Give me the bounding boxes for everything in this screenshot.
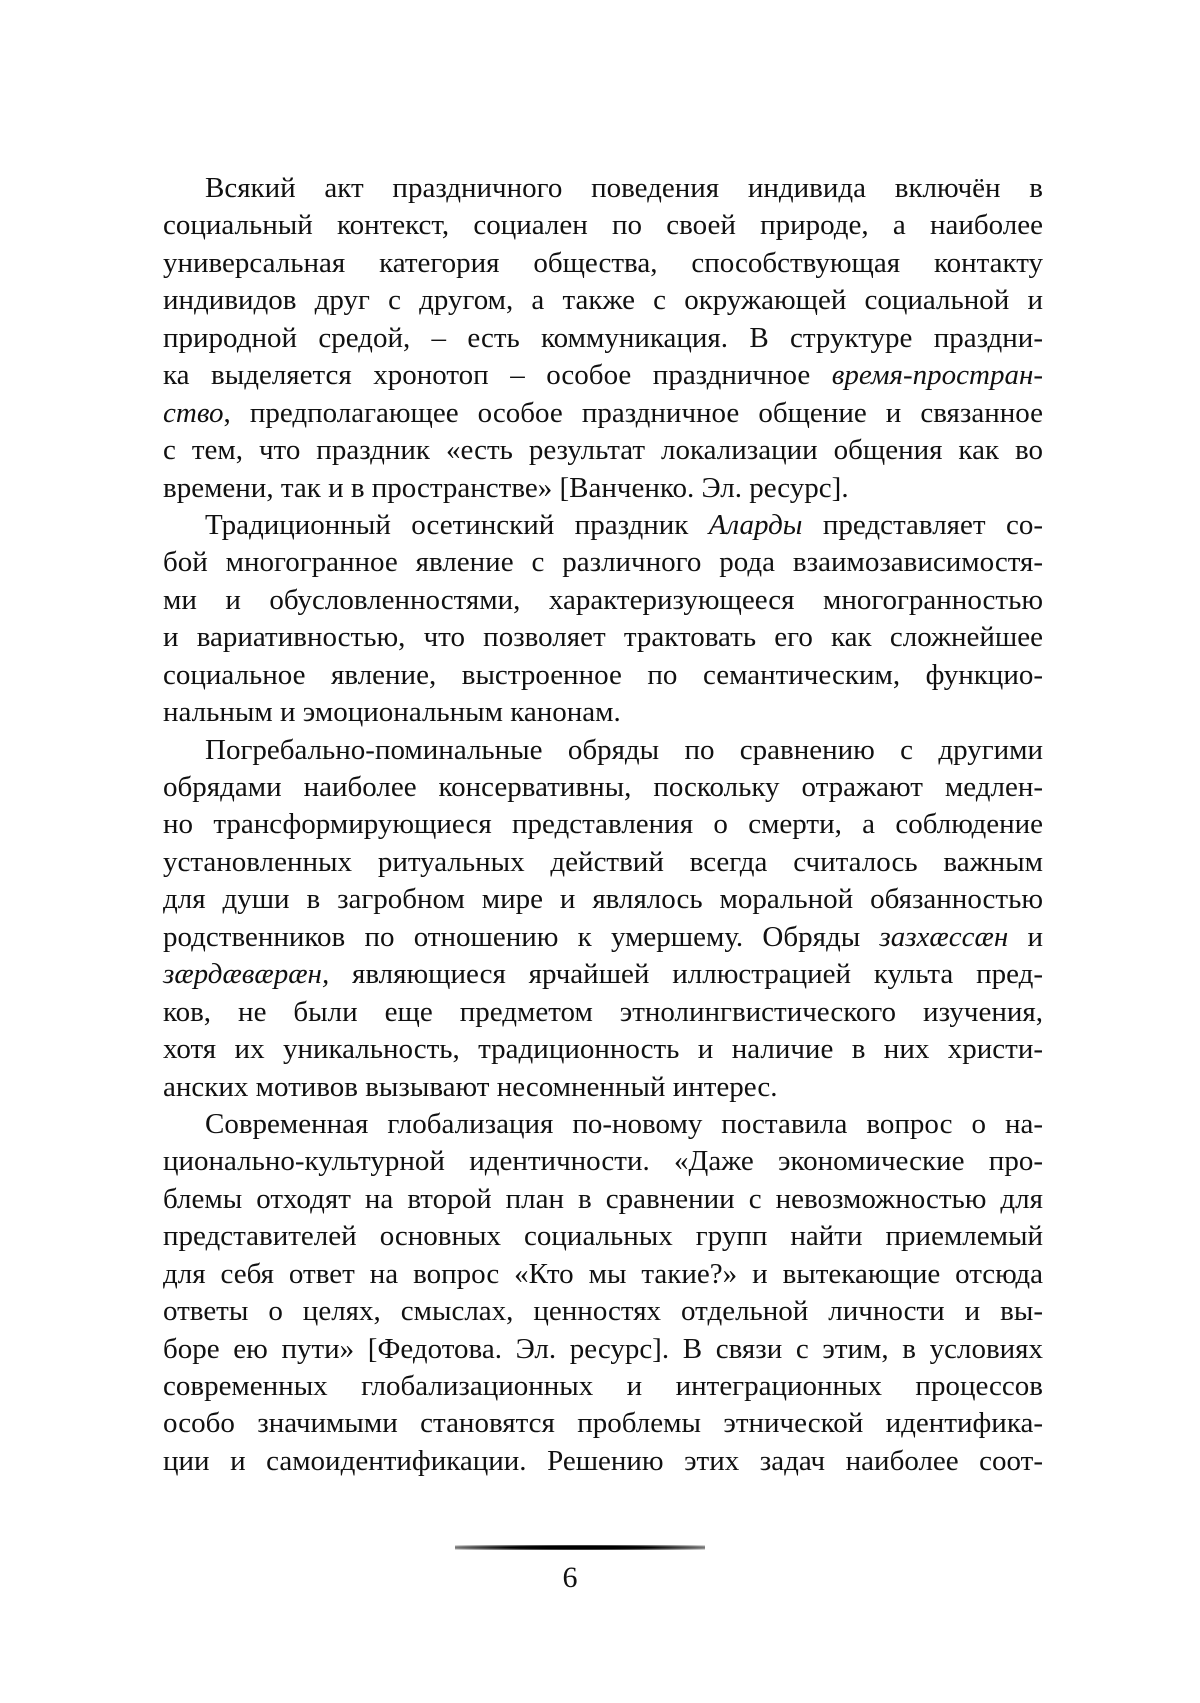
paragraph	[163, 1106, 1043, 1480]
text-line	[163, 170, 1043, 207]
text-segment: социальное явление, выстроенное по семантическим, функцио-	[163, 658, 1043, 691]
text-line	[163, 1143, 1043, 1180]
text-segment: особо значимыми становятся проблемы этнической идентифика-	[163, 1407, 1043, 1440]
text-segment: для себя ответ на вопрос «Кто мы такие?» и вытекающие отсюда	[163, 1257, 1043, 1290]
text-segment: но трансформирующиеся представления о смерти, а соблюдение	[163, 808, 1043, 841]
text-segment: ционально-культурной идентичности. «Даже экономические про-	[163, 1145, 1043, 1178]
text-segment: родственников по отношению к умершему. Обряды	[163, 920, 880, 953]
text-line	[163, 282, 1043, 319]
text-segment: боре ею пути» [Федотова. Эл. ресурс]. В связи с этим, в условиях	[163, 1332, 1043, 1365]
text-segment: Погребально-поминальные обряды по сравнению с другими	[205, 733, 1043, 766]
text-segment: ми и обусловленностями, характеризующееся многогранностью	[163, 583, 1043, 616]
text-segment: ции и самоидентификации. Решению этих задач наиболее соот-	[163, 1444, 1043, 1477]
text-segment: социальный контекст, социален по своей природе, а наиболее	[163, 209, 1043, 242]
text-line	[163, 956, 1043, 993]
paragraph	[163, 170, 1043, 507]
italic-term: время-простран-	[831, 359, 1043, 392]
text-line	[163, 357, 1043, 394]
italic-term: зæрдæвæрæн,	[163, 958, 330, 991]
text-segment: Всякий акт праздничного поведения индивида включён в	[205, 172, 1043, 204]
text-line	[163, 732, 1043, 769]
text-line	[163, 432, 1043, 469]
text-line	[163, 1293, 1043, 1330]
text-line	[163, 320, 1043, 357]
paragraph	[163, 732, 1043, 1106]
text-line	[163, 1218, 1043, 1255]
text-segment: природной средой, – есть коммуникация. В структуре праздни-	[163, 321, 1043, 354]
text-segment: бой многогранное явление с различного рода взаимозависимостя-	[163, 546, 1043, 579]
text-line	[163, 1106, 1043, 1143]
page-number: 6	[562, 1561, 578, 1594]
text-line	[163, 1031, 1043, 1068]
text-segment: являющиеся ярчайшей иллюстрацией культа пред-	[329, 958, 1043, 991]
footer-rule	[455, 1545, 705, 1550]
text-line	[163, 769, 1043, 806]
text-line	[163, 1368, 1043, 1405]
italic-term: ство	[163, 396, 224, 429]
text-segment: с тем, что праздник «есть результат локализации общения как во	[163, 434, 1043, 467]
text-line	[163, 582, 1043, 619]
text-line	[163, 470, 1043, 507]
text-segment: Современная глобализация по-новому поставила вопрос о на-	[205, 1107, 1043, 1140]
text-segment: индивидов друг с другом, а также с окружающей социальной и	[163, 284, 1043, 317]
text-segment: нальным и эмоциональным канонам.	[163, 696, 621, 729]
text-segment: ответы о целях, смыслах, ценностях отдельной личности и вы-	[163, 1295, 1043, 1328]
text-line	[163, 245, 1043, 282]
paragraph	[163, 507, 1043, 732]
text-line	[163, 1443, 1043, 1480]
text-line	[163, 1256, 1043, 1293]
text-segment: хотя их уникальность, традиционность и наличие в них христи-	[163, 1033, 1043, 1066]
text-line	[163, 507, 1043, 544]
text-segment: времени, так и в пространстве» [Ванченко. Эл. ресурс].	[163, 471, 849, 504]
text-segment: универсальная категория общества, способствующая контакту	[163, 246, 1043, 279]
text-line	[163, 881, 1043, 918]
text-line	[163, 657, 1043, 694]
text-line	[163, 395, 1043, 432]
text-line	[163, 919, 1043, 956]
text-segment: современных глобализационных и интеграционных процессов	[163, 1370, 1043, 1402]
text-line	[163, 994, 1043, 1031]
text-line	[163, 844, 1043, 881]
text-line	[163, 619, 1043, 656]
text-segment: ка выделяется хронотоп – особое праздничное	[163, 359, 832, 392]
text-segment: , предполагающее особое праздничное общение и связанное	[223, 396, 1043, 429]
text-line	[163, 806, 1043, 843]
italic-term: Аларды	[708, 508, 803, 541]
text-segment: ков, не были еще предметом этнолингвистического изучения,	[163, 995, 1043, 1028]
text-line	[163, 544, 1043, 581]
body-text	[163, 170, 1043, 1480]
text-segment: установленных ритуальных действий всегда считалось важным	[163, 845, 1043, 878]
text-segment: представителей основных социальных групп найти приемлемый	[163, 1220, 1043, 1253]
text-segment: блемы отходят на второй план в сравнении с невозможностью для	[163, 1182, 1043, 1215]
text-line	[163, 1331, 1043, 1368]
text-segment: и вариативностью, что позволяет трактовать его как сложнейшее	[163, 621, 1043, 654]
text-line	[163, 1181, 1043, 1218]
text-line	[163, 1069, 1043, 1106]
text-segment: представляет со-	[802, 508, 1043, 541]
text-line	[163, 694, 1043, 731]
text-segment: для души в загробном мире и являлось моральной обязанностью	[163, 883, 1043, 916]
italic-term: зазхæссæн	[879, 920, 1009, 953]
text-line	[163, 207, 1043, 244]
text-segment: обрядами наиболее консервативны, поскольку отражают медлен-	[163, 771, 1043, 803]
text-segment: Традиционный осетинский праздник	[205, 508, 709, 541]
text-line	[163, 1405, 1043, 1442]
text-segment: анских мотивов вызывают несомненный интерес.	[163, 1070, 778, 1103]
text-segment: и	[1008, 920, 1043, 953]
